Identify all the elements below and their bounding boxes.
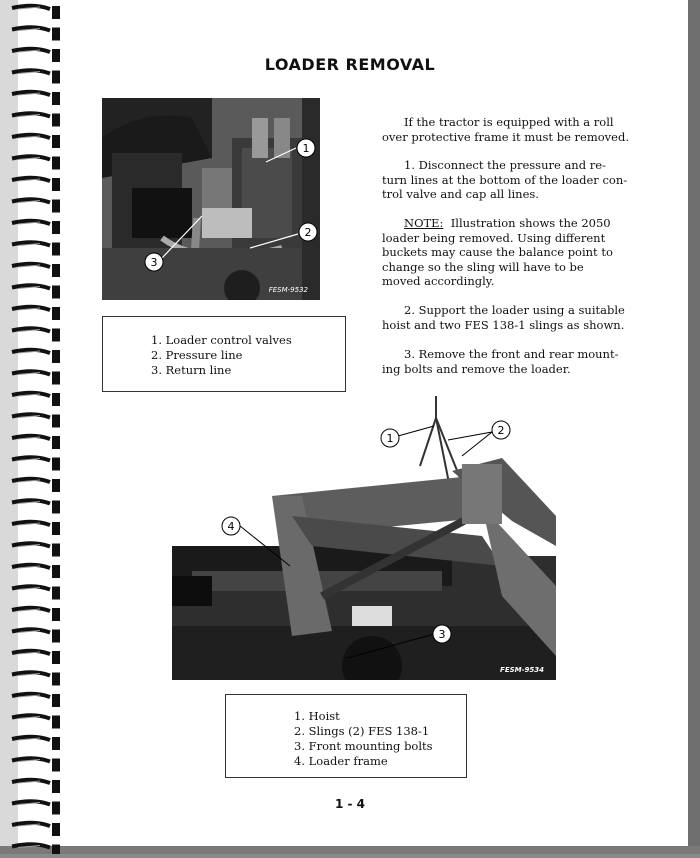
binding-coil — [12, 758, 60, 771]
text-line: turn lines at the bottom of the loader con- — [382, 172, 628, 187]
legend2-item: 4. Loader frame — [294, 754, 388, 768]
binding-coil — [12, 156, 60, 169]
binding-coil — [12, 608, 60, 621]
step3-paragraph — [382, 347, 632, 376]
binding-coil — [12, 264, 60, 277]
control-valve-photo — [102, 98, 320, 300]
binding-coil — [12, 285, 60, 298]
binding-coil — [12, 780, 60, 793]
binding-coil — [12, 543, 60, 556]
text-line: 1. Disconnect the pressure and re- — [404, 158, 606, 172]
fig2-label: FESM-9534 — [500, 666, 544, 674]
binding-coil — [12, 522, 60, 535]
binding-coil — [12, 436, 60, 449]
text-line: trol valve and cap all lines. — [382, 187, 539, 201]
fig2-callout-2: 2 — [497, 424, 505, 437]
binding-coil — [12, 586, 60, 599]
binding-coil — [12, 823, 60, 836]
binding-coil — [12, 6, 60, 19]
intro-paragraph — [382, 115, 632, 144]
binding-coil — [12, 629, 60, 642]
binding-coil — [12, 113, 60, 126]
fig2-callout-4: 4 — [227, 520, 235, 533]
text-line: moved accordingly. — [382, 274, 495, 288]
binding-coil — [12, 135, 60, 148]
binding-coil — [12, 565, 60, 578]
legend1-item: 1. Loader control valves — [151, 333, 292, 347]
text-line: loader being removed. Using different — [382, 230, 606, 245]
binding-coils — [4, 0, 66, 854]
binding-coil — [12, 393, 60, 406]
fig1-callout-1: 1 — [302, 142, 310, 155]
binding-coil — [12, 350, 60, 363]
binding-coil — [12, 242, 60, 255]
legend2-item: 2. Slings (2) FES 138-1 — [294, 724, 430, 738]
fig1-callout-3: 3 — [150, 256, 158, 269]
text-line: ing bolts and remove the loader. — [382, 361, 571, 376]
binding-coil — [12, 479, 60, 492]
binding-coil — [12, 844, 60, 854]
step1-paragraph — [382, 158, 632, 202]
text-line: hoist and two FES 138-1 slings as shown. — [382, 317, 625, 332]
text-line: over protective frame it must be removed. — [382, 129, 629, 144]
binding-coil — [12, 371, 60, 384]
binding-coil — [12, 92, 60, 105]
fig2-callout-1: 1 — [386, 432, 394, 445]
binding-coil — [12, 694, 60, 707]
page-number: 1 - 4 — [334, 797, 366, 811]
binding-coil — [12, 457, 60, 470]
figure1-legend — [102, 316, 346, 392]
fig1-label: FESM-9532 — [268, 286, 308, 294]
note-paragraph — [382, 216, 632, 289]
fig1-callout-2: 2 — [304, 226, 312, 239]
binding-coil — [12, 27, 60, 40]
binding-coil — [12, 414, 60, 427]
text-line: If the tractor is equipped with a roll — [404, 115, 614, 129]
binding-coil — [12, 672, 60, 685]
loader-hoist-photo — [172, 396, 556, 680]
text-line: change so the sling will have to be — [382, 259, 584, 274]
binding-coil — [12, 500, 60, 513]
legend2-item: 3. Front mounting bolts — [294, 739, 433, 753]
legend1-item: 3. Return line — [151, 363, 232, 377]
legend2-item: 1. Hoist — [294, 709, 340, 723]
text-line: buckets may cause the balance point to — [382, 245, 613, 259]
page-right-edge — [688, 0, 700, 854]
binding-coil — [12, 178, 60, 191]
binding-coil — [12, 651, 60, 664]
binding-coil — [12, 328, 60, 341]
step2-paragraph — [382, 303, 632, 332]
binding-coil — [12, 199, 60, 212]
text-line: 2. Support the loader using a suitable — [404, 303, 625, 317]
binding-coil — [12, 715, 60, 728]
text-line: 3. Remove the front and rear mount- — [404, 347, 619, 361]
fig2-callout-3: 3 — [438, 628, 446, 641]
page-title: LOADER REMOVAL — [264, 55, 436, 74]
figure2-legend — [225, 694, 467, 778]
spiral-binding — [4, 0, 66, 854]
page-bottom-edge — [0, 846, 700, 854]
binding-coil — [12, 221, 60, 234]
text-line: Illustration shows the 2050 — [450, 216, 611, 230]
legend1-item: 2. Pressure line — [151, 348, 243, 362]
note-label: NOTE: — [404, 216, 444, 230]
binding-coil — [12, 737, 60, 750]
binding-coil — [12, 307, 60, 320]
